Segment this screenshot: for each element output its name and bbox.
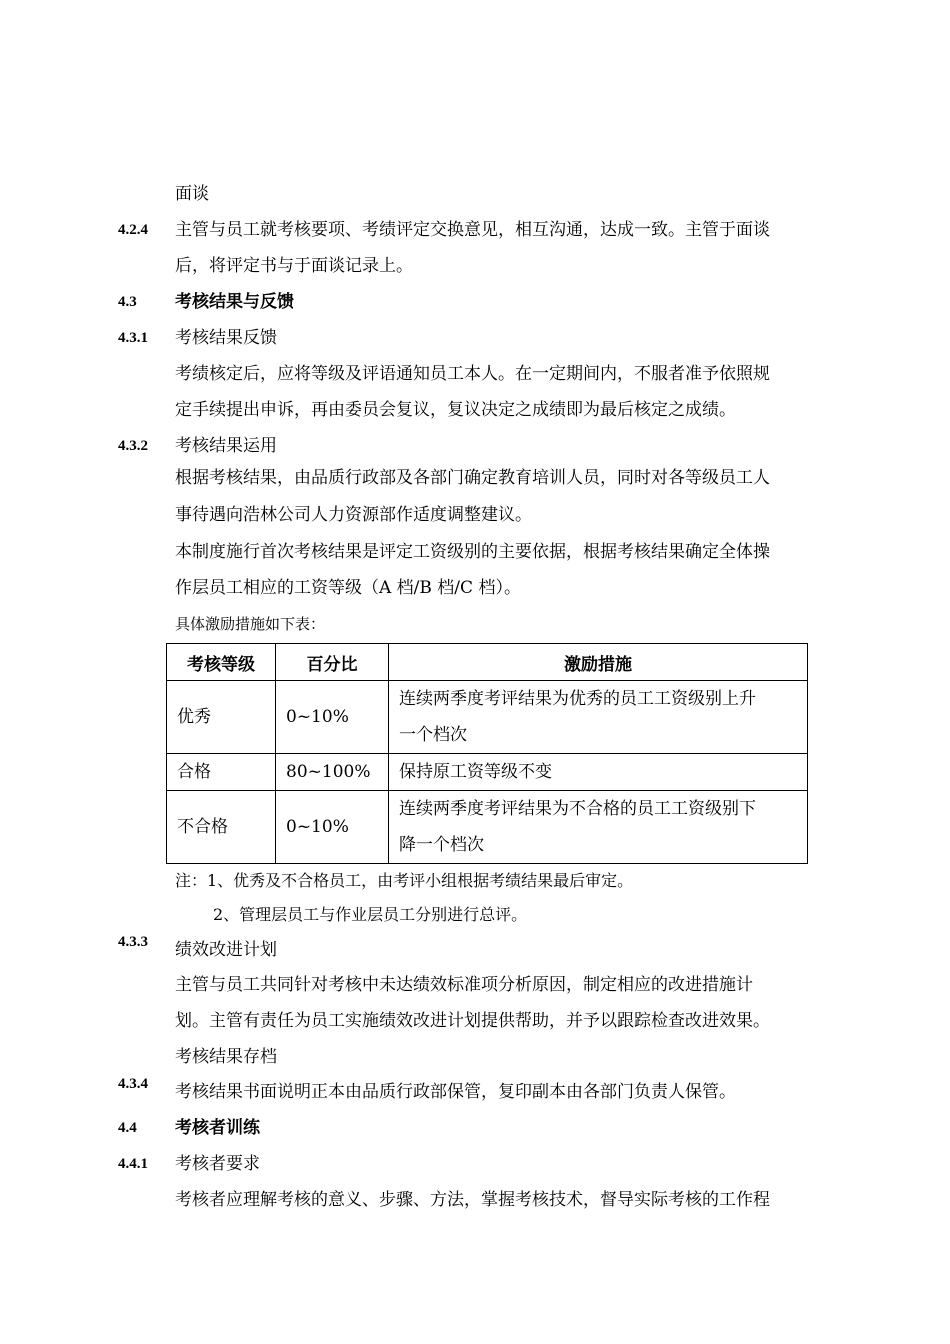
header-grade: 考核等级 — [167, 644, 276, 681]
subsection-heading: 绩效改进计划 — [175, 940, 277, 960]
section-number: 4.3.2 — [118, 438, 148, 454]
cell-grade: 合格 — [167, 754, 276, 791]
section-heading: 考核结果与反馈 — [175, 292, 294, 312]
section-number: 4.3.1 — [118, 330, 148, 346]
cell-grade: 优秀 — [167, 681, 276, 754]
text-line: 定手续提出申诉，再由委员会复议，复议决定之成绩即为最后核定之成绩。 — [175, 400, 736, 420]
note-line: 注：1、优秀及不合格员工，由考评小组根据考绩结果最后审定。 — [175, 871, 634, 890]
cell-grade: 不合格 — [167, 791, 276, 864]
section-number: 4.3.3 — [118, 934, 148, 950]
text-line: 考核结果书面说明正本由品质行政部保管，复印副本由各部门负责人保管。 — [175, 1082, 736, 1102]
cell-measure — [389, 681, 808, 754]
incentive-table — [166, 643, 808, 864]
table-row — [167, 754, 808, 791]
text-line: 主管与员工就考核要项、考绩评定交换意见，相互沟通，达成一致。主管于面谈 — [175, 220, 770, 240]
text-line: 后，将评定书与于面谈记录上。 — [175, 256, 413, 276]
text-line: 本制度施行首次考核结果是评定工资级别的主要依据，根据考核结果确定全体操 — [175, 542, 770, 562]
subsection-heading: 考核结果运用 — [175, 436, 277, 456]
measure-line: 连续两季度考评结果为不合格的员工工资级别下 — [399, 799, 756, 819]
header-measure: 激励措施 — [389, 644, 808, 681]
note-line: 2、管理层员工与作业层员工分别进行总评。 — [213, 905, 528, 924]
table-intro: 具体激励措施如下表： — [175, 615, 326, 633]
cell-percent: 80~100% — [276, 754, 389, 791]
subsection-heading: 考核结果反馈 — [175, 328, 277, 348]
measure-line: 降一个档次 — [399, 835, 484, 855]
cell-percent: 0~10% — [276, 681, 389, 754]
header-percent: 百分比 — [276, 644, 389, 681]
section-number: 4.4.1 — [118, 1156, 148, 1172]
text-line: 划。主管有责任为员工实施绩效改进计划提供帮助，并予以跟踪检查改进效果。 — [175, 1011, 770, 1031]
measure-line: 一个档次 — [399, 725, 467, 745]
text-line: 主管与员工共同针对考核中未达绩效标准项分析原因，制定相应的改进措施计 — [175, 975, 753, 995]
section-number: 4.3 — [118, 294, 137, 310]
cell-measure — [389, 791, 808, 864]
text-line: 根据考核结果，由品质行政部及各部门确定教育培训人员，同时对各等级员工人 — [175, 468, 770, 488]
text-line: 考核者应理解考核的意义、步骤、方法，掌握考核技术，督导实际考核的工作程 — [175, 1190, 770, 1210]
section-number: 4.3.4 — [118, 1076, 148, 1092]
table-row — [167, 681, 808, 754]
section-number: 4.4 — [118, 1120, 137, 1136]
table-header-row — [167, 644, 808, 681]
subsection-heading: 考核者要求 — [175, 1154, 260, 1174]
text-line: 考绩核定后，应将等级及评语通知员工本人。在一定期间内，不服者准予依照规 — [175, 364, 770, 384]
subsection-heading: 考核结果存档 — [175, 1047, 277, 1067]
cell-measure: 保持原工资等级不变 — [389, 754, 808, 791]
cell-percent: 0~10% — [276, 791, 389, 864]
table-row — [167, 791, 808, 864]
measure-line: 连续两季度考评结果为优秀的员工工资级别上升 — [399, 689, 756, 709]
text-line: 面谈 — [175, 184, 209, 204]
text-line: 作层员工相应的工资等级（A 档/B 档/C 档）。 — [175, 578, 521, 598]
section-heading: 考核者训练 — [175, 1118, 260, 1138]
text-line: 事待遇向浩林公司人力资源部作适度调整建议。 — [175, 505, 532, 525]
section-number: 4.2.4 — [118, 222, 148, 238]
